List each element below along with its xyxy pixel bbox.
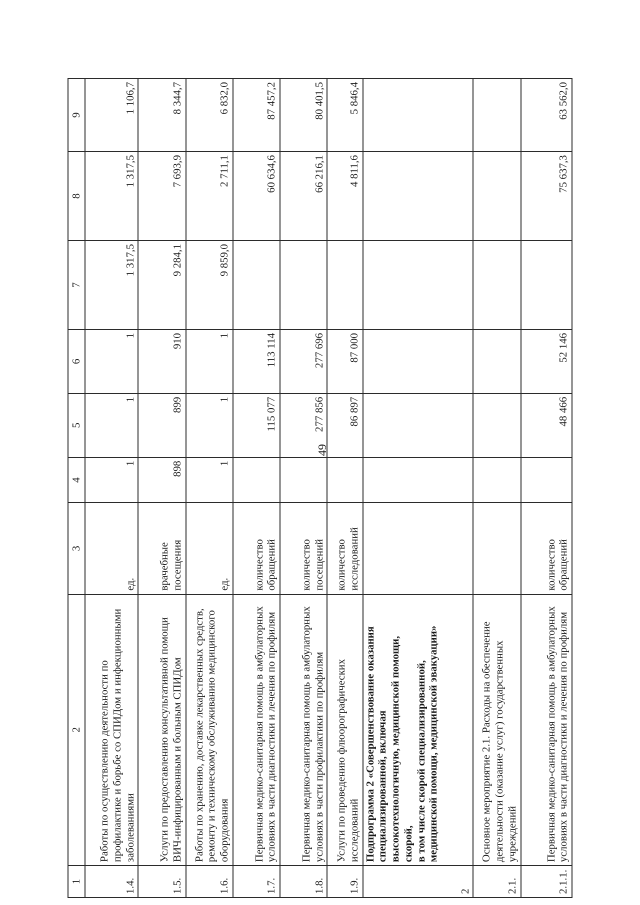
row-id: 1.4.: [85, 866, 138, 898]
table-row: [327, 79, 362, 898]
row-col-9: 6 832,0: [186, 79, 233, 152]
row-col-6: 87 000: [327, 329, 362, 393]
row-name: Услуги по предоставлению консультативной помощи ВИЧ-инфицированным и больным СПИДом: [138, 594, 185, 865]
row-col-4: [327, 457, 362, 503]
row-name: Первичная медико-санитарная помощь в амбулаторных условиях в части диагностики и лечения по профилям: [521, 594, 572, 865]
row-col-8: [473, 152, 520, 241]
table-container: [68, 78, 573, 898]
header-cell: 9: [68, 79, 85, 152]
row-col-6: 277 696: [280, 329, 327, 393]
header-cell: 5: [68, 393, 85, 457]
row-unit: ед.: [85, 503, 138, 594]
row-col-8: 2 711,1: [186, 152, 233, 241]
row-col-4: 898: [138, 457, 185, 503]
row-col-5: 115 077: [233, 393, 280, 457]
row-col-5: 1: [186, 393, 233, 457]
header-cell: 2: [68, 594, 85, 865]
row-col-5: [363, 393, 474, 457]
row-id: 2.1.1.: [521, 866, 572, 898]
row-col-9: 5 846,4: [327, 79, 362, 152]
row-col-6: 1: [85, 329, 138, 393]
row-col-8: 1 317,5: [85, 152, 138, 241]
row-col-5: 86 897: [327, 393, 362, 457]
header-cell: 6: [68, 329, 85, 393]
row-col-9: [473, 79, 520, 152]
row-col-8: 4 811,6: [327, 152, 362, 241]
row-id: 1.6.: [186, 866, 233, 898]
header-row: [68, 79, 85, 898]
header-cell: 8: [68, 152, 85, 241]
row-col-6: 113 114: [233, 329, 280, 393]
row-id: 2.1.: [473, 866, 520, 898]
row-col-4: [521, 457, 572, 503]
row-id: 1.8.: [280, 866, 327, 898]
header-cell: 4: [68, 457, 85, 503]
row-name: Услуги по проведению флюорографических исследований: [327, 594, 362, 865]
row-col-5: [473, 393, 520, 457]
row-col-6: 1: [186, 329, 233, 393]
row-col-8: 7 693,9: [138, 152, 185, 241]
row-unit: количество обращений: [233, 503, 280, 594]
row-unit: количество исследований: [327, 503, 362, 594]
row-unit: врачебные посещения: [138, 503, 185, 594]
row-col-4: 1: [186, 457, 233, 503]
row-col-7: [473, 241, 520, 330]
table-row: [138, 79, 185, 898]
header-cell: 7: [68, 241, 85, 330]
row-col-9: 87 457,2: [233, 79, 280, 152]
row-col-7: 9 859,0: [186, 241, 233, 330]
row-id: 2: [363, 866, 474, 898]
row-col-7: [521, 241, 572, 330]
table-row: [473, 79, 520, 898]
row-col-8: 60 634,6: [233, 152, 280, 241]
row-col-8: 75 637,3: [521, 152, 572, 241]
row-col-9: 80 401,5: [280, 79, 327, 152]
header-cell: 3: [68, 503, 85, 594]
subprogram-title: [363, 594, 474, 865]
data-table: [68, 78, 573, 898]
row-col-4: [473, 457, 520, 503]
row-col-7: [233, 241, 280, 330]
row-col-9: 1 106,7: [85, 79, 138, 152]
row-col-8: [363, 152, 474, 241]
row-col-7: [327, 241, 362, 330]
row-col-6: [363, 329, 474, 393]
row-id: 1.7.: [233, 866, 280, 898]
table-row: [363, 79, 474, 898]
row-col-9: 8 344,7: [138, 79, 185, 152]
table-row: [233, 79, 280, 898]
row-col-5: 899: [138, 393, 185, 457]
row-col-9: [363, 79, 474, 152]
table-row: [85, 79, 138, 898]
row-col-6: [473, 329, 520, 393]
table-row: [186, 79, 233, 898]
row-id: 1.5.: [138, 866, 185, 898]
row-unit: количество обращений: [521, 503, 572, 594]
row-col-6: 52 146: [521, 329, 572, 393]
subprogram-title-line: Подпрограмма 2 «Совершенствование оказания специализированной, включая высокотехнологичную, медицинской помощи, скорой,: [364, 626, 415, 863]
page-number: 49: [315, 444, 329, 456]
row-col-6: 910: [138, 329, 185, 393]
row-col-5: 277 856: [280, 393, 327, 457]
header-cell: 1: [68, 866, 85, 898]
row-col-7: 1 317,5: [85, 241, 138, 330]
row-col-9: 63 562,0: [521, 79, 572, 152]
row-col-7: [363, 241, 474, 330]
row-unit: [473, 503, 520, 594]
row-col-7: [280, 241, 327, 330]
row-id: 1.9.: [327, 866, 362, 898]
table-row: [521, 79, 572, 898]
row-col-7: 9 284,1: [138, 241, 185, 330]
row-col-4: [363, 457, 474, 503]
row-name: Основное мероприятие 2.1. Расходы на обеспечение деятельности (оказание услуг) государственных учреждений: [473, 594, 520, 865]
row-name: Первичная медико-санитарная помощь в амбулаторных условиях в части профилактики по профилям: [280, 594, 327, 865]
row-unit: ед.: [186, 503, 233, 594]
row-unit: количество посещений: [280, 503, 327, 594]
row-name: Первичная медико-санитарная помощь в амбулаторных условиях в части диагностики и лечения по профилям: [233, 594, 280, 865]
row-col-4: 1: [85, 457, 138, 503]
row-col-4: [280, 457, 327, 503]
row-name: Работы по хранению, доставке лекарственных средств, ремонту и техническому обслуживанию медицинского оборудования: [186, 594, 233, 865]
row-col-5: 48 466: [521, 393, 572, 457]
row-col-8: 66 216,1: [280, 152, 327, 241]
row-unit: [363, 503, 474, 594]
row-name: Работы по осуществлению деятельности по профилактике и борьбе со СПИДом и инфекционными заболеваниями: [85, 594, 138, 865]
subprogram-title-line: в том числе скорой специализированной, медицинской помощи, медицинской эвакуации»: [415, 625, 440, 863]
table-row: [280, 79, 327, 898]
row-col-4: [233, 457, 280, 503]
row-col-5: 1: [85, 393, 138, 457]
